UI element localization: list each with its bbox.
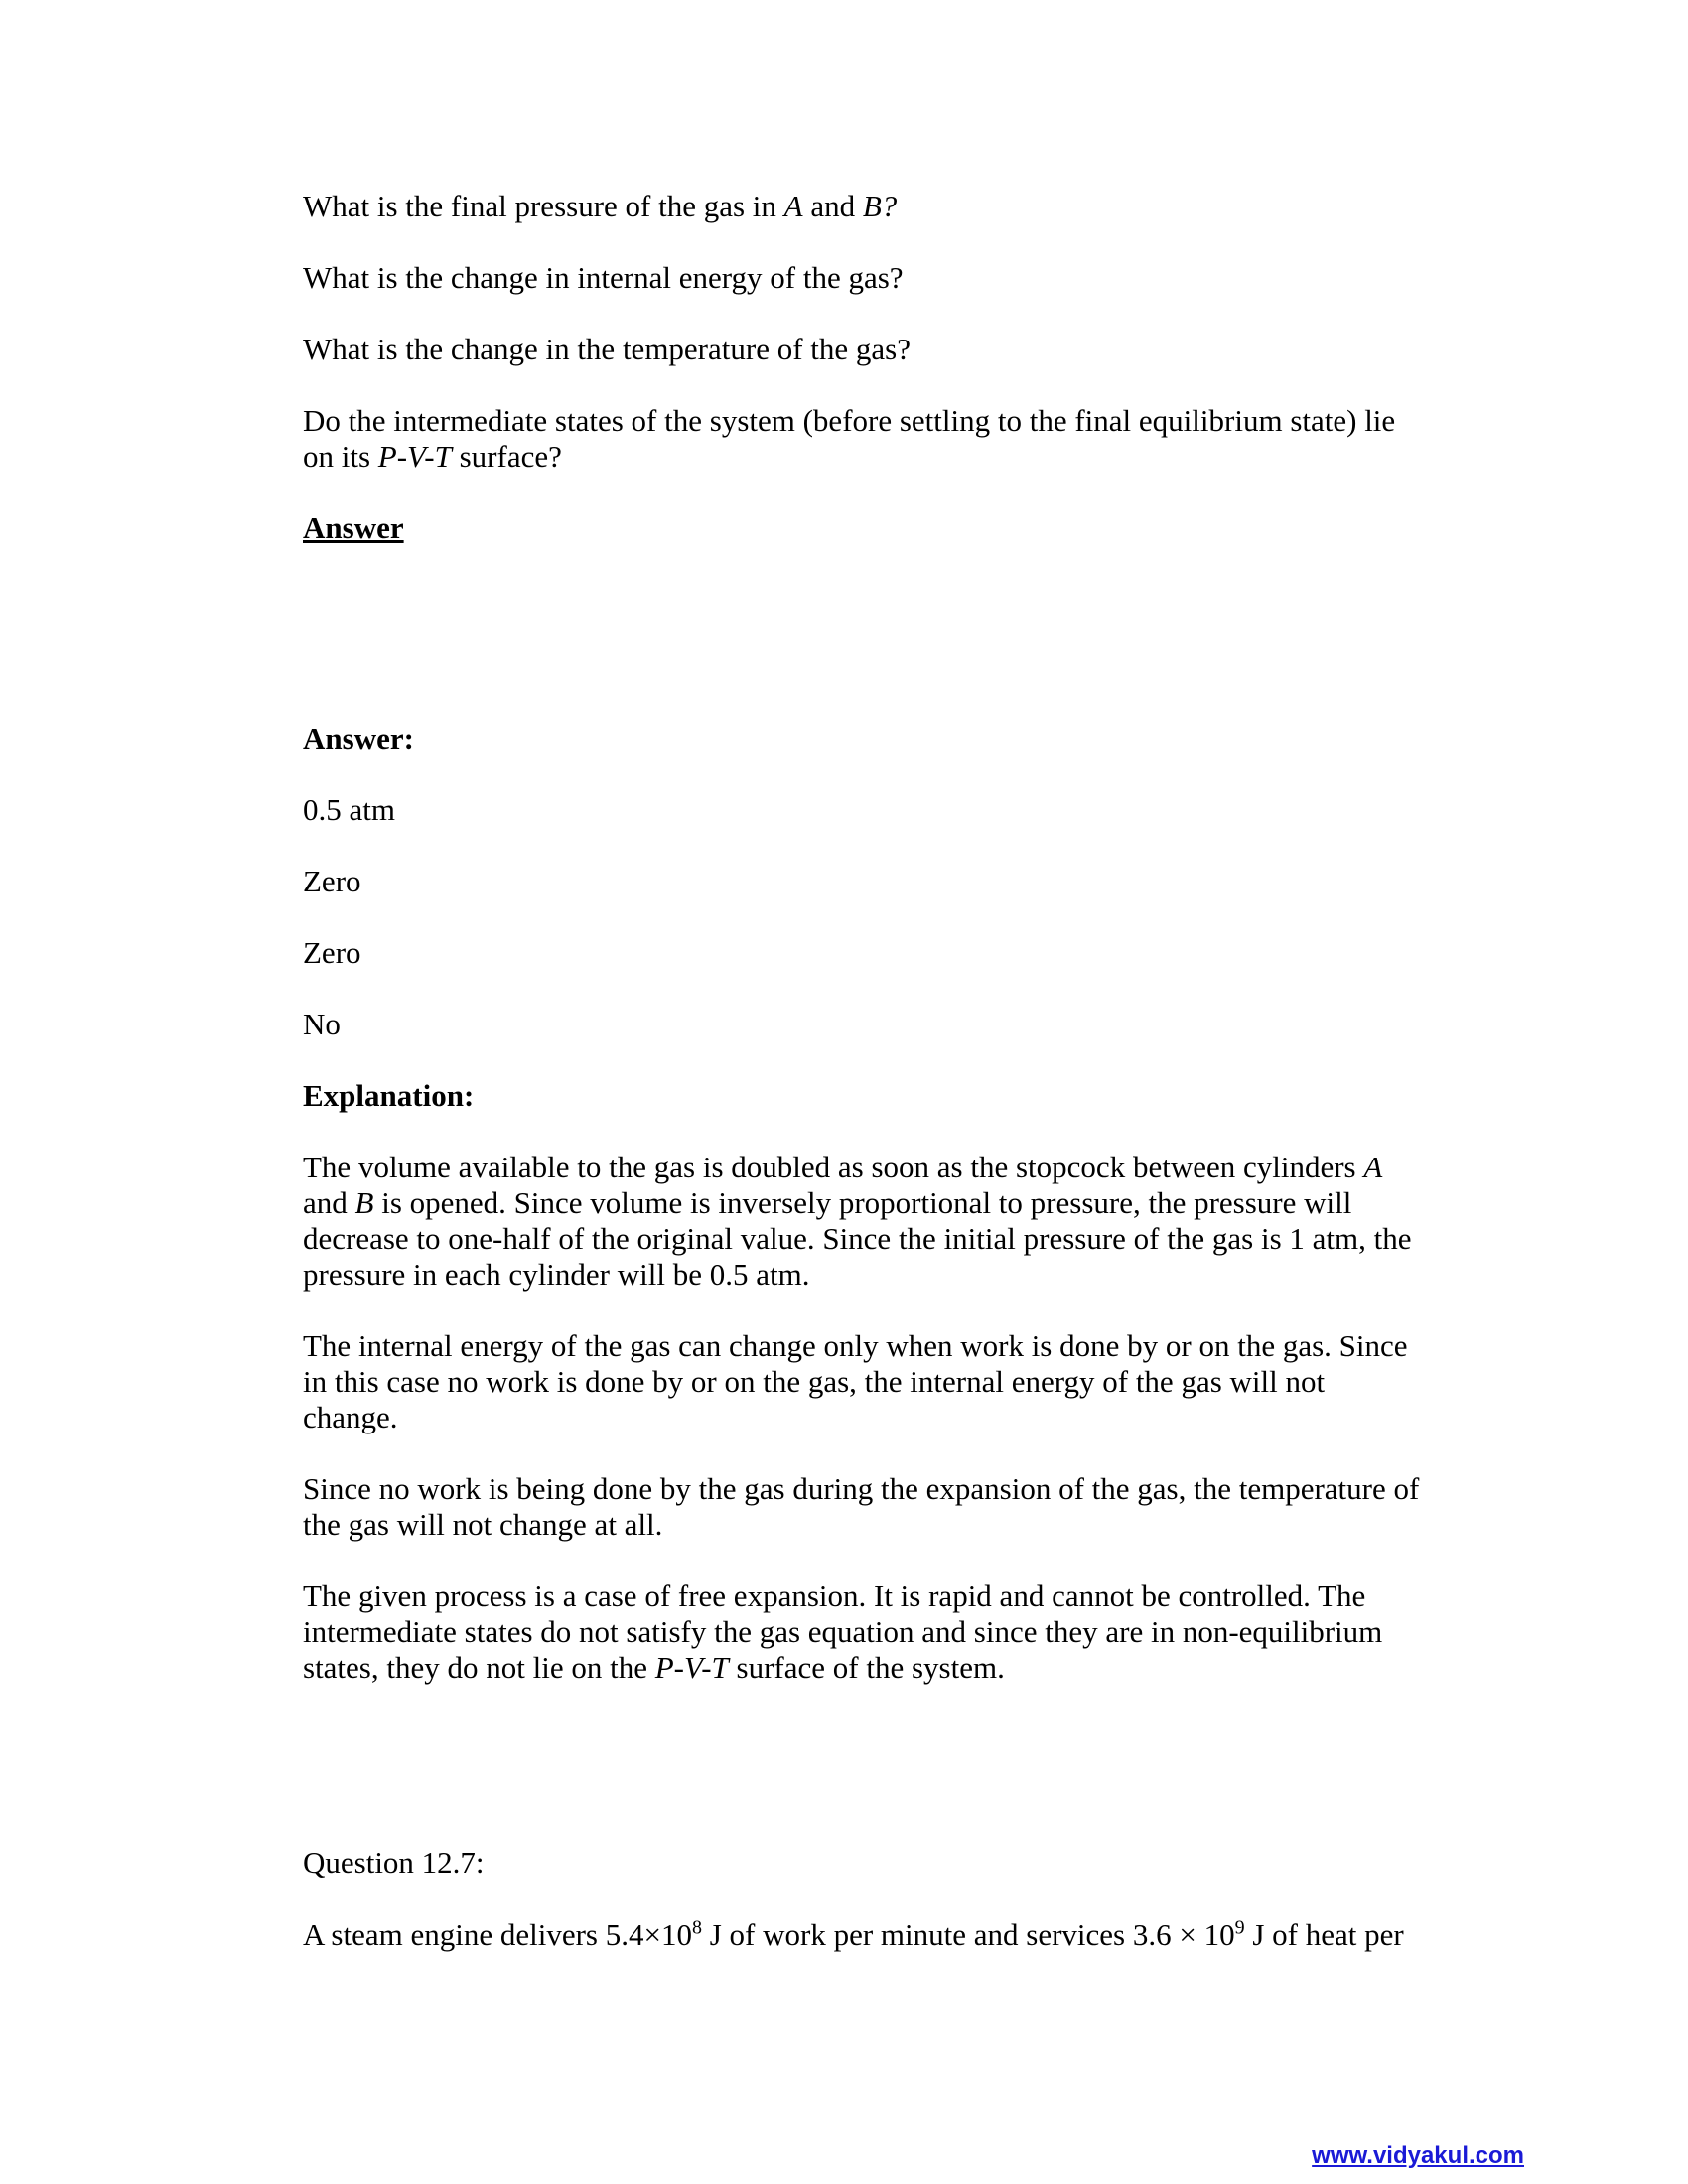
- answer-label: Answer:: [303, 721, 414, 755]
- explanation-label: Explanation:: [303, 1078, 475, 1113]
- explanation-paragraph-4: The given process is a case of free expansion. It is rapid and cannot be controlled. The intermediate states do not satisfy the gas equation and since they are in non-equilibrium states, they do not lie on the P-V-T surface of the system.: [303, 1578, 1383, 1685]
- document-body: [303, 189, 1425, 1988]
- question-final-pressure: What is the final pressure of the gas in A and B?: [303, 189, 898, 223]
- vertical-gap: [303, 1721, 1425, 1845]
- answer-item: Zero: [303, 935, 361, 970]
- next-question-text: A steam engine delivers $5.4\times 10^8$ J of work per minute and services $3.6 \times 10^9$ J of heat per: [303, 1916, 1404, 1952]
- question-temperature: What is the change in the temperature of the gas?: [303, 332, 911, 366]
- pvt-label: P-V-T: [377, 439, 452, 474]
- cylinder-b-label: B?: [862, 189, 898, 223]
- answer-item: No: [303, 1007, 341, 1041]
- answer-item: Zero: [303, 864, 361, 898]
- explanation-paragraph-2: The internal energy of the gas can change only when work is done by or on the gas. Since in this case no work is done by or on the gas, the internal energy of the gas will not change.: [303, 1328, 1408, 1434]
- footer-website-link[interactable]: www.vidyakul.com: [1312, 2142, 1524, 2169]
- answer-heading: Answer: [303, 510, 404, 545]
- answer-item: 0.5 atm: [303, 792, 395, 827]
- explanation-paragraph-1: The volume available to the gas is doubled as soon as the stopcock between cylinders A and B is opened. Since volume is inversely proportional to pressure, the pressure will decrease to one-half of the original value. Since the initial pressure of the gas is 1 atm, the pressure in each cylinder will be 0.5 atm.: [303, 1150, 1412, 1292]
- question-intermediate-states: Do the intermediate states of the system (before settling to the final equilibrium state) lie on its P-V-T surface?: [303, 403, 1396, 474]
- cylinder-a-label: A: [783, 189, 803, 223]
- explanation-paragraph-3: Since no work is being done by the gas during the expansion of the gas, the temperature of the gas will not change at all.: [303, 1471, 1420, 1542]
- question-internal-energy: What is the change in internal energy of the gas?: [303, 260, 904, 295]
- next-question-title: Question 12.7:: [303, 1845, 485, 1880]
- image-placeholder: [303, 546, 1425, 721]
